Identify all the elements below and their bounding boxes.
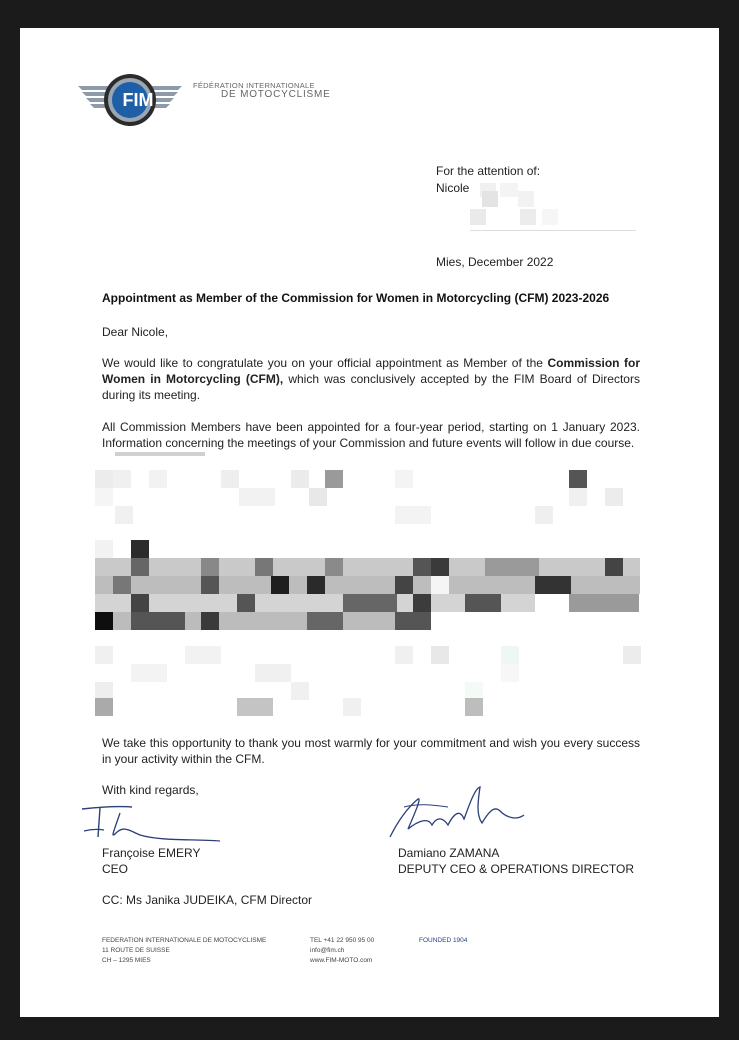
- signatory-2-title: DEPUTY CEO & OPERATIONS DIRECTOR: [398, 862, 635, 876]
- footer-address-line2: 11 ROUTE DE SUISSE: [102, 947, 170, 954]
- org-name-line1: FÉDÉRATION INTERNATIONALE: [193, 81, 315, 90]
- salutation: Dear Nicole,: [102, 325, 169, 339]
- footer-website: www.FIM-MOTO.com: [310, 957, 373, 964]
- closing: With kind regards,: [102, 783, 199, 797]
- footer-email: info@fim.ch: [310, 947, 345, 954]
- footer-phone: TEL +41 22 950 95 00: [310, 937, 375, 944]
- footer-address-line1: FEDERATION INTERNATIONALE DE MOTOCYCLISME: [102, 937, 267, 944]
- org-name-line2: DE MOTOCYCLISME: [221, 89, 331, 100]
- signatory-1-name: Françoise EMERY: [102, 846, 201, 860]
- address-divider: [470, 230, 636, 231]
- signatory-1: [102, 845, 200, 877]
- organization-name: [193, 81, 331, 99]
- signatory-2: [398, 845, 634, 877]
- signature-emery: [80, 803, 225, 845]
- attention-label: For the attention of:: [436, 164, 541, 178]
- dateline: Mies, December 2022: [436, 255, 554, 269]
- logo-emblem-text: FIM: [122, 90, 154, 110]
- recipient-name: Nicole: [436, 181, 470, 195]
- footer-address-line3: CH – 1295 MIES: [102, 957, 151, 964]
- paragraph-congratulations: [102, 355, 640, 403]
- subject-line: Appointment as Member of the Commission for Women in Motorcycling (CFM) 2023-2026: [102, 291, 610, 305]
- signatory-1-title: CEO: [102, 862, 129, 876]
- signatory-2-name: Damiano ZAMANA: [398, 846, 500, 860]
- footer-founded: FOUNDED 1904: [419, 937, 468, 944]
- redacted-content-block: [95, 452, 640, 717]
- redacted-address: [470, 183, 640, 231]
- footer-contact: [310, 936, 374, 966]
- paragraph1-lead: We would like to congratulate you on your official appointment as Member of the: [102, 356, 543, 370]
- paragraph-appointment-period: All Commission Members have been appointed for a four-year period, starting on 1 January 2023. Information concerning the meetings of your Commission and future events will follow in due course.: [102, 420, 640, 450]
- cc-line: CC: Ms Janika JUDEIKA, CFM Director: [102, 893, 313, 907]
- footer-address: [102, 936, 266, 966]
- paragraph1-bold: Commission for Women in Motorcycling (CFM),: [102, 356, 641, 386]
- signature-zamana: [388, 785, 528, 843]
- paragraph-thanks: We take this opportunity to thank you most warmly for your commitment and wish you every success in your activity within the CFM.: [102, 736, 640, 766]
- paragraph1-tail: which was conclusively accepted by the FIM Board of Directors during its meeting.: [102, 372, 640, 402]
